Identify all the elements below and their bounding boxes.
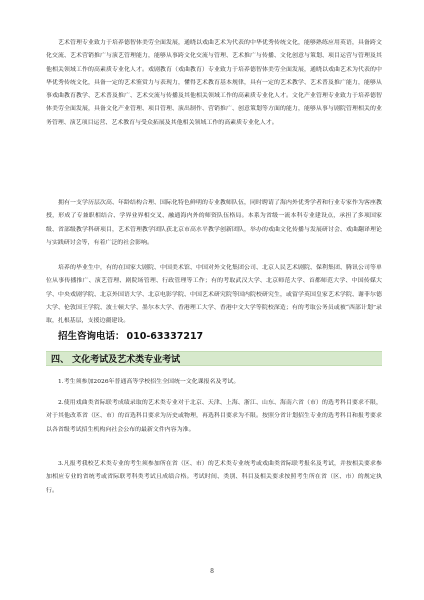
paragraph-graduates: 培养的毕业生中，有的在国家大剧院、中国美术馆、中国对外文化集团公司、北京人民艺术剧院、保利集团、腾讯公司等单位从事传播推广、演艺管理、剧院场管理、行政管理等工作；有的考取武汉大学、北京师范大学、首都师范大学、中国传媒大学、中央戏剧学院、北京外国语大学、北京电影学院、中国艺术研究院等国内院校研究生，或留学英国皇家艺术学院、谢菲尔德大学、伦敦国王学院、波士顿大学、墨尔本大学、香港理工大学、香港中文大学等院校深造；有的考取公务员或被“西部计划”录取，扎根基层，支援边疆建设。 xyxy=(46,265,382,325)
contact-phone: 010-63337217 xyxy=(126,331,204,342)
paragraph-rule-3: 3.凡报考我校艺术类专业的考生须参加所在省（区、市）的艺术类专业统考或戏曲类省际联考报名及考试，并按相关要求参加相应专业的省统考或省际联考科类考试且成绩合格。考试时间、类别、科目及相关要求按照考生所在省（区、市）的规定执行。 xyxy=(46,461,382,494)
contact-label: 招生咨询电话： xyxy=(58,331,125,342)
section-title: 四、 文化考试及艺术类专业考试 xyxy=(51,355,181,365)
paragraph-rule-2: 2.使用戏曲类省际联考成绩录取的艺术类专业对于北京、天津、上海、浙江、山东、海南六省（市）的选考科目要求不限，对于其他改革省（区、市）的首选科目要求为历史或物理，再选科目要求为不限。按照分省计划招生专业的选考科目和报考要求以各省级考试招生机构向社会公布的最新文件内容为准。 xyxy=(46,400,382,433)
paragraph-majors: 艺术管理专业致力于培养德智体美劳全面发展，通晓以戏曲艺术为代表的中华优秀传统文化，能够熟练应用英语，具备跨文化交流、艺术营销推广与演艺管理能力，能够从事跨文化交流与管理、艺术推广与传播、文化创意与策划、项目运营与管理及其他相关领域工作的高素质专业化人才。戏剧教育（戏曲教育）专业致力于培养德智体美劳全面发展，通晓以戏曲艺术为代表的中华优秀传统文化，具备一定的艺术鉴赏力与表现力，懂得艺术教育基本规律，具有一定的艺术教学、艺术普及推广能力，能够从事戏曲教育教学、艺术普及推广、艺术交流与传播及其他相关领域工作的高素质专业化人才。文化产业管理专业致力于培养德智体美劳全面发展，具备文化产业管理、项目管理、演出制作、营销推广、创意策划等方面的能力，能够从事与剧院管理相关的业务管理、演艺项目运营、艺术教育与受众拓展及其他相关领域工作的高素质专业化人才。 xyxy=(46,40,382,126)
page-number: 8 xyxy=(210,568,214,575)
section-heading-bar xyxy=(46,351,382,366)
admissions-contact xyxy=(58,328,203,342)
paragraph-rule-1: 1.考生须参加2026年普通高等学校招生全国统一文化课报名及考试。 xyxy=(58,379,240,385)
paragraph-faculty: 拥有一支学历层次高、年龄结构合理、国际化特色鲜明的专业教师队伍，同时聘请了海内外优秀学者和行业专家作为客座教授，形成了专兼职相结合、学界业界相交叉、融通海内外的师资队伍格局。本系为省级一流本科专业建设点，承担了多项国家级、省部级教学科研项目，艺术管理教学团队获北京市高水平教学创新团队，举办的戏曲文化传播与发展研讨会、戏曲翻译理论与实践研讨会等，有着广泛的社会影响。 xyxy=(46,200,382,246)
